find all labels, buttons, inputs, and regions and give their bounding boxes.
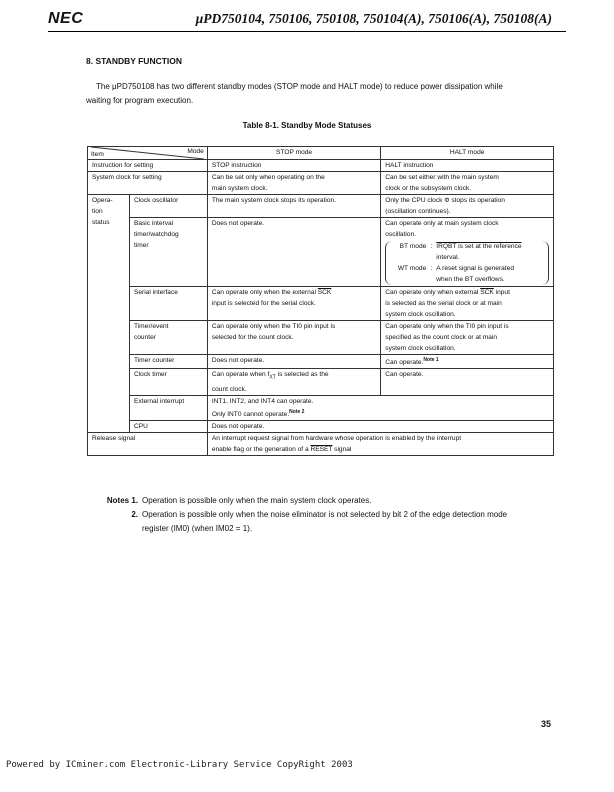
timer-counter-label: Timer counter [129,355,207,369]
clock-timer-stop: Can operate when $f_{XT}$ is selected as the count clock. [207,369,380,395]
halt-mode-header: HALT mode [381,147,554,160]
section-title: 8. STANDBY FUNCTION [86,56,183,66]
intro-line-2: waiting for program execution. [86,96,194,105]
item-mode-header-cell [88,147,208,160]
intro-paragraph [86,80,556,108]
table-row-release-signal [88,432,554,455]
release-signal-text: An interrupt request signal from hardware whose operation is enabled by the interrupt enable flag or the generation of a RESET signal [207,432,553,455]
bt-mode-value: IRQBT is set at the reference [436,243,522,250]
sysclock-halt: Can be set either with the main system clock or the subsystem clock. [381,172,554,195]
note-2: 2. Operation is possible only when the noise eliminator is not selected by bit 2 of the edge detection mode register (IM0) (when IM02 = 1). [131,510,508,533]
serial-interface-halt: Can operate only when external $\overline{SCK}$ input is selected as the serial clock or at main system clock oscillation. [381,287,554,321]
standby-mode-table [87,146,554,456]
operation-status-label: Opera- tion status [88,195,130,433]
note-1: Notes 1. Operation is possible only when the main system clock operates. [106,496,372,505]
document-title: μPD750104, 750106, 750108, 750104(A), 750106(A), 750108(A) [195,11,552,26]
table-row-external-interrupt [88,395,554,420]
table-header-row [88,147,554,160]
stop-mode-header: STOP mode [207,147,380,160]
item-header: Item [91,151,104,158]
note-2-ref: Note 2 [289,408,305,415]
clock-oscillator-stop: The main system clock stops its operation. [207,195,380,218]
sysclock-stop: Can be set only when operating on the main system clock. [207,172,380,195]
clock-oscillator-halt: Only the CPU clock Φ stops its operation (oscillation continues). [381,195,554,218]
table-row-clock-timer [88,369,554,395]
basic-timer-halt: Can operate only at main system clock oscillation. BT mode : IRQBT is set at the reference interval. WT mode : A reset signal is generated when the BT overflows. [381,218,554,287]
clock-timer-label: Clock timer [129,369,207,395]
timer-counter-stop: Does not operate. [207,355,380,369]
table-row-cpu [88,420,554,432]
wt-mode-value: A reset signal is generated [436,265,514,272]
sysclock-label: System clock for setting [88,172,208,195]
cpu-text: Does not operate. [207,420,553,432]
instruction-stop: STOP instruction [207,160,380,172]
table-row-serial-interface [88,287,554,321]
header-rule [48,31,566,32]
clock-timer-halt: Can operate. [381,369,554,395]
table-row-clock-oscillator [88,195,554,218]
mode-header: Mode [187,148,204,155]
notes-block [94,494,564,536]
wt-mode-key: WT mode [397,265,427,272]
timer-counter-halt: Can operate.$^{Note 1}$ [381,355,554,369]
intro-line-1: The μPD750108 has two different standby modes (STOP mode and HALT mode) to reduce power dissipation while [96,82,503,91]
table-title: Table 8-1. Standby Mode Statuses [242,121,372,130]
external-interrupt-label: External interrupt [129,395,207,420]
timer-mode-bracket: BT mode : IRQBT is set at the reference interval. WT mode : A reset signal is generated when the BT overflows. [385,241,549,285]
nec-logo: NEC [48,10,84,27]
timer-event-halt: Can operate only when the TI0 pin input is specified as the count clock or at main system clock oscillation. [381,321,554,355]
bt-mode-key: BT mode [399,243,427,250]
table-row-system-clock [88,172,554,195]
serial-interface-label: Serial interface [129,287,207,321]
clock-oscillator-label: Clock oscillator [129,195,207,218]
footer-copyright: Powered by ICminer.com Electronic-Library Service CopyRight 2003 [6,760,353,770]
external-interrupt-text: INT1, INT2, and INT4 can operate. Only INT0 cannot operate.$^{Note 2}$ [207,395,553,420]
page-number: 35 [540,719,551,729]
table-row-timer-counter [88,355,554,369]
cpu-label: CPU [129,420,207,432]
serial-interface-stop: Can operate only when the external $\overline{SCK}$ input is selected for the serial clock. [207,287,380,321]
instruction-label: Instruction for setting [88,160,208,172]
table-row-instruction [88,160,554,172]
timer-event-stop: Can operate only when the TI0 pin input is selected for the count clock. [207,321,380,355]
table-row-timer-event-counter [88,321,554,355]
instruction-halt: HALT instruction [381,160,554,172]
basic-timer-label: Basic interval timer/watchdog timer [129,218,207,287]
basic-timer-stop: Does not operate. [207,218,380,287]
release-signal-label: Release signal [88,432,208,455]
note-1-ref: Note 1 [423,357,439,363]
table-row-basic-timer [88,218,554,287]
timer-event-label: Timer/event counter [129,321,207,355]
